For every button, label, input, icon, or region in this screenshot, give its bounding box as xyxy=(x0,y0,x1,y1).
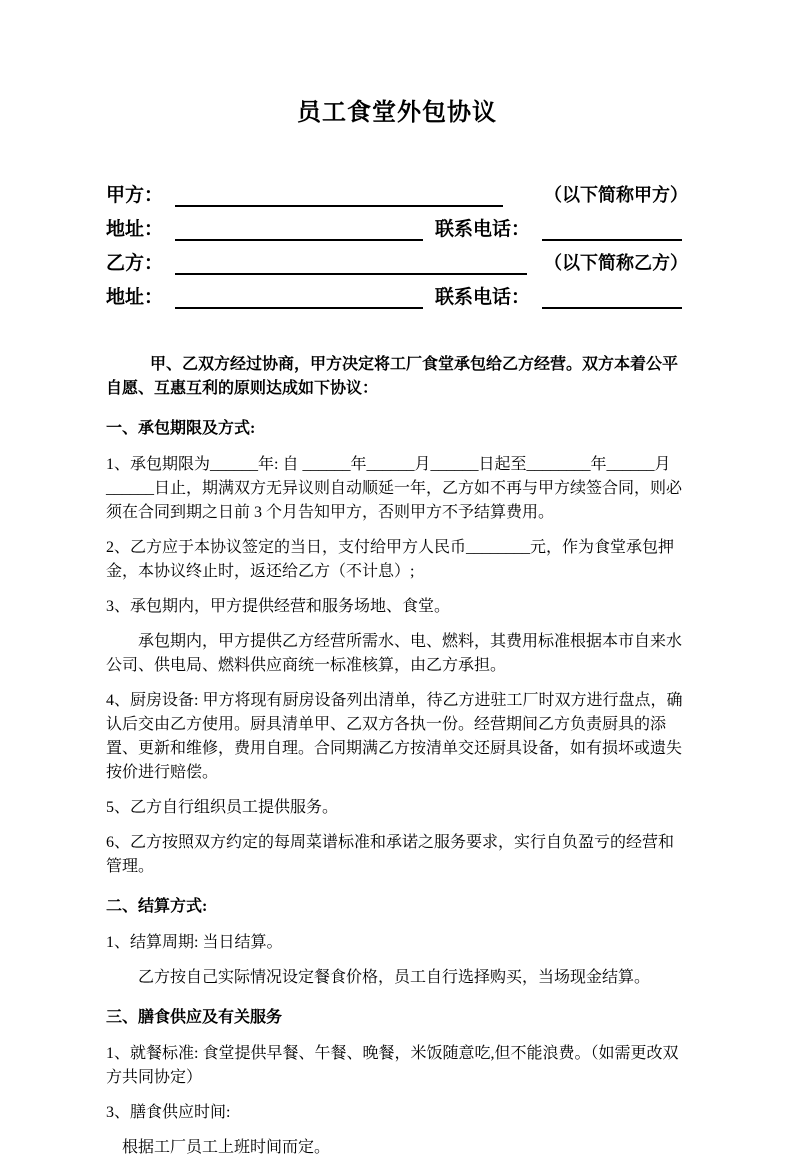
party-b-name-blank xyxy=(175,249,527,275)
party-a-name-blank xyxy=(175,181,503,207)
party-a-note: （以下简称甲方） xyxy=(544,185,688,205)
clause-meal-standard: 1、就餐标准: 食堂提供早餐、午餐、晚餐，米饭随意吃,但不能浪费。（如需更改双方共同协定） xyxy=(106,1045,679,1086)
section-heading-meals: 三、膳食供应及有关服务 xyxy=(106,1009,283,1026)
section-heading-term: 一、承包期限及方式: xyxy=(106,420,256,437)
intro-paragraph: 甲、乙双方经过协商，甲方决定将工厂食堂承包给乙方经营。双方本着公平自愿、互惠互利的原则达成如下协议： xyxy=(106,356,679,397)
clause-kitchen-equipment: 4、厨房设备: 甲方将现有厨房设备列出清单，待乙方进驻工厂时双方进行盘点，确认后交由乙方使用。厨具清单甲、乙双方各执一份。经营期间乙方负责厨具的添置、更新和维修，费用自理。合同期满乙方按清单交还厨具设备，如有损坏或遗失按价进行赔偿。 xyxy=(106,692,683,781)
clause-staffing: 5、乙方自行组织员工提供服务。 xyxy=(106,799,339,816)
address-b-label: 地址： xyxy=(106,287,164,308)
contract-body xyxy=(106,353,688,1160)
clause-pricing: 乙方按自己实际情况设定餐食价格，员工自行选择购买，当场现金结算。 xyxy=(138,969,651,986)
clause-term-duration: 1、承包期限为______年: 自 ______年______月______日起至________年______月______日止，期满双方无异议则自动顺延一年，乙方如不再与甲方续签合同，则必须在合同到期之日前 3 个月告知甲方，否则甲方不予结算费用。 xyxy=(106,456,683,521)
clause-premises: 3、承包期内，甲方提供经营和服务场地、食堂。 xyxy=(106,598,451,615)
party-a-row xyxy=(106,173,688,207)
address-a-label: 地址： xyxy=(106,219,164,240)
address-b-row xyxy=(106,275,688,309)
clause-settlement-cycle: 1、结算周期: 当日结算。 xyxy=(106,934,283,951)
address-b-blank xyxy=(175,283,423,309)
document-title: 员工食堂外包协议 xyxy=(297,100,497,126)
phone-a-label: 联系电话： xyxy=(435,219,531,240)
clause-utilities: 承包期内，甲方提供乙方经营所需水、电、燃料，其费用标准根据本市自来水公司、供电局、燃料供应商统一标准核算，由乙方承担。 xyxy=(106,633,683,674)
party-block xyxy=(106,173,688,309)
party-a-name-blank-emphasis xyxy=(181,205,384,207)
party-b-note: （以下简称乙方） xyxy=(544,253,688,273)
phone-b-blank xyxy=(542,283,682,309)
address-a-blank xyxy=(175,215,423,241)
address-a-row xyxy=(106,207,688,241)
party-a-label: 甲方： xyxy=(106,185,164,206)
phone-b-label: 联系电话： xyxy=(435,287,531,308)
clause-deposit: 2、乙方应于本协议签定的当日，支付给甲方人民币________元，作为食堂承包押金，本协议终止时，返还给乙方（不计息）; xyxy=(106,539,675,580)
section-heading-settlement: 二、结算方式: xyxy=(106,898,208,915)
phone-a-blank xyxy=(542,215,682,241)
party-b-row xyxy=(106,241,688,275)
clause-meal-time-detail: 根据工厂员工上班时间而定。 xyxy=(122,1139,331,1156)
clause-self-operation: 6、乙方按照双方约定的每周菜谱标准和承诺之服务要求，实行自负盈亏的经营和管理。 xyxy=(106,834,675,875)
clause-meal-time: 3、膳食供应时间: xyxy=(106,1104,231,1121)
party-b-label: 乙方： xyxy=(106,253,164,274)
